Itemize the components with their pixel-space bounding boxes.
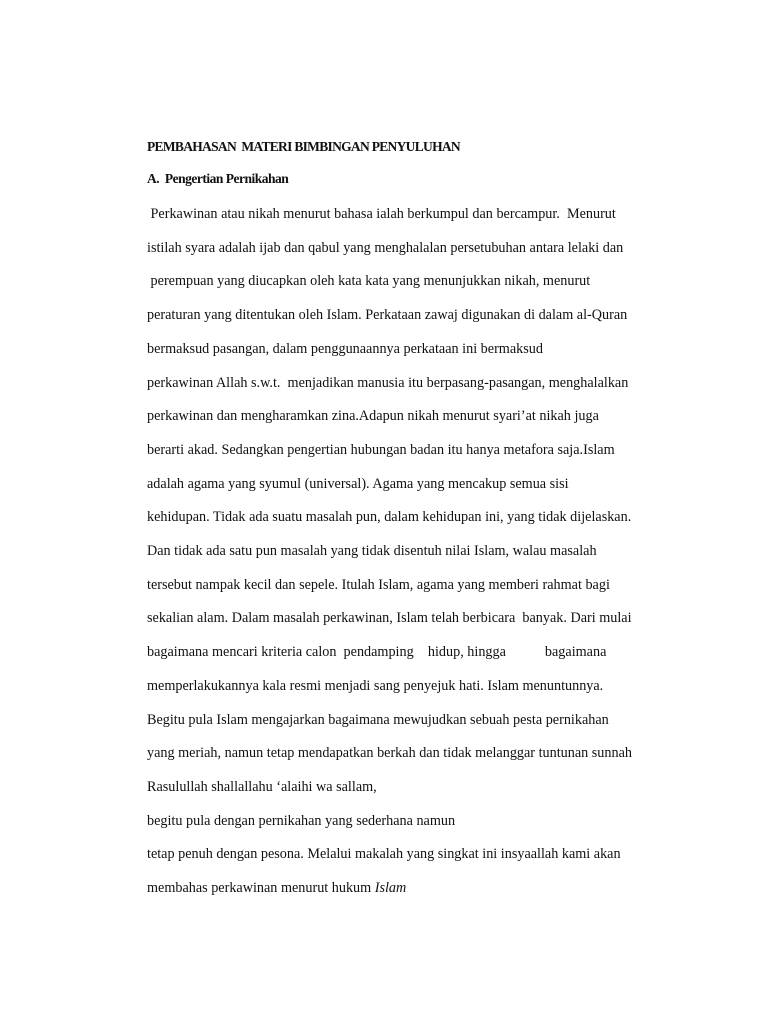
section-title: A. Pengertian Pernikahan <box>147 171 289 186</box>
document-heading: PEMBAHASAN MATERI BIMBINGAN PENYULUHAN <box>147 139 460 154</box>
text-line: yang meriah, namun tetap mendapatkan berkah dan tidak melanggar tuntunan sunnah <box>147 745 632 762</box>
text-line: kehidupan. Tidak ada suatu masalah pun, dalam kehidupan ini, yang tidak dijelaskan. <box>147 509 632 526</box>
text-line: perkawinan dan mengharamkan zina.Adapun nikah menurut syari’at nikah juga <box>147 408 599 425</box>
text-line: istilah syara adalah ijab dan qabul yang menghalalan persetubuhan antara lelaki dan <box>147 239 624 256</box>
text-line: adalah agama yang syumul (universal). Agama yang mencakup semua sisi <box>147 475 569 492</box>
text-line: tersebut nampak kecil dan sepele. Itulah Islam, agama yang memberi rahmat bagi <box>147 576 610 593</box>
text-line: begitu pula dengan pernikahan yang sederhana namun <box>147 812 456 829</box>
text-line: perkawinan Allah s.w.t. menjadikan manusia itu berpasang-pasangan, menghalalkan <box>147 374 629 391</box>
text-line: Rasulullah shallallahu ‘alaihi wa sallam, <box>147 778 377 795</box>
text-line: sekalian alam. Dalam masalah perkawinan, Islam telah berbicara banyak. Dari mulai <box>147 610 632 627</box>
text-line: memperlakukannya kala resmi menjadi sang penyejuk hati. Islam menuntunnya. <box>147 677 604 694</box>
text-line: Dan tidak ada satu pun masalah yang tidak disentuh nilai Islam, walau masalah <box>147 543 597 560</box>
text-line: Perkawinan atau nikah menurut bahasa ialah berkumpul dan bercampur. Menurut <box>147 206 616 222</box>
last-line-italic-word: Islam <box>374 880 407 897</box>
text-line-last <box>147 872 687 906</box>
last-line-text: membahas perkawinan menurut hukum <box>147 880 375 897</box>
text-line: bermaksud pasangan, dalam penggunaannya perkataan ini bermaksud <box>147 340 543 357</box>
text-line: Begitu pula Islam mengajarkan bagaimana mewujudkan sebuah pesta pernikahan <box>147 711 609 728</box>
text-line: perempuan yang diucapkan oleh kata kata yang menunjukkan nikah, menurut <box>147 273 591 290</box>
body-paragraph <box>147 198 687 906</box>
document-content <box>147 138 687 906</box>
text-line: berarti akad. Sedangkan pengertian hubungan badan itu hanya metafora saja.Islam <box>147 441 615 458</box>
text-line: peraturan yang ditentukan oleh Islam. Perkataan zawaj digunakan di dalam al-Quran <box>147 307 628 324</box>
text-line: bagaimana mencari kriteria calon pendamping hidup, hingga bagaimana <box>147 644 607 661</box>
text-line: tetap penuh dengan pesona. Melalui makalah yang singkat ini insyaallah kami akan <box>147 846 621 863</box>
